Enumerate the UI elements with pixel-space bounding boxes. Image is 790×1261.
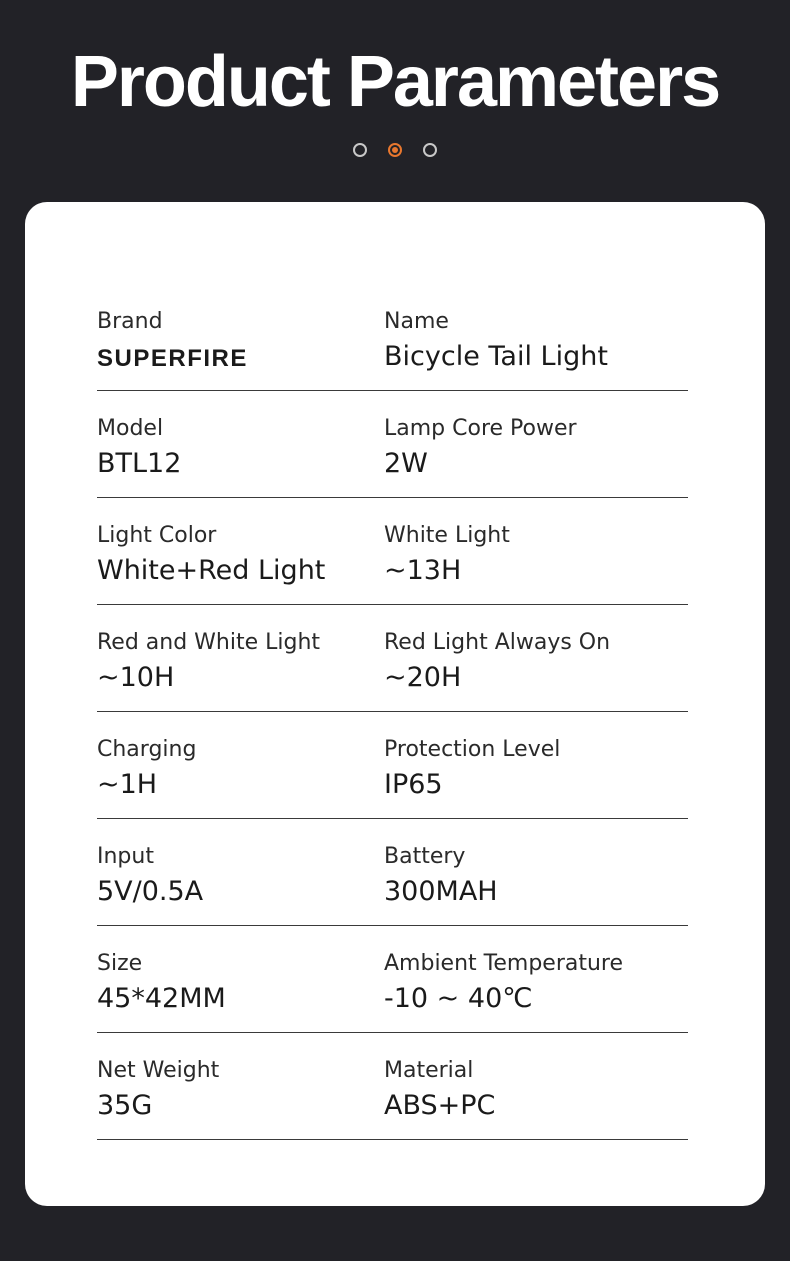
param-label: Charging: [97, 737, 197, 762]
parameters-table: [97, 284, 688, 1140]
param-cell: [97, 926, 226, 1016]
param-value: White+Red Light: [97, 555, 326, 586]
param-value: IP65: [384, 769, 443, 800]
param-row: [97, 926, 688, 1033]
page-title: Product Parameters: [70, 42, 720, 122]
param-label: Light Color: [97, 523, 217, 548]
param-row: [97, 284, 688, 391]
param-value: 45*42MM: [97, 983, 226, 1014]
param-label: Battery: [384, 844, 466, 869]
param-row: [97, 605, 688, 712]
param-cell: [384, 819, 498, 909]
param-value: 2W: [384, 448, 428, 479]
pager-dots: [0, 143, 790, 159]
param-label: Protection Level: [384, 737, 561, 762]
param-row: [97, 712, 688, 819]
param-label: Net Weight: [97, 1058, 220, 1083]
param-value: -10 ~ 40℃: [384, 983, 533, 1014]
param-value: 35G: [97, 1090, 153, 1121]
param-cell: [97, 284, 248, 376]
param-row: [97, 1033, 688, 1140]
param-cell: [384, 1033, 495, 1123]
param-cell: [97, 1033, 219, 1123]
parameters-card: [25, 202, 765, 1206]
param-label: Red and White Light: [97, 630, 321, 655]
param-cell: [97, 605, 320, 695]
pager-dot-3[interactable]: [423, 143, 437, 157]
param-cell: [384, 498, 510, 588]
param-cell: [384, 605, 610, 695]
param-label: Material: [384, 1058, 474, 1083]
pager-dot-1[interactable]: [353, 143, 367, 157]
param-cell: [97, 712, 196, 802]
param-value: Bicycle Tail Light: [384, 341, 608, 372]
param-cell: [384, 391, 577, 481]
param-label: Ambient Temperature: [384, 951, 624, 976]
param-label: Model: [97, 416, 164, 441]
param-value: ~13H: [384, 555, 462, 586]
param-value: ABS+PC: [384, 1090, 496, 1121]
param-value: ~1H: [97, 769, 158, 800]
param-value: 300MAH: [384, 876, 498, 907]
param-cell: [384, 284, 608, 374]
pager-dot-2-active[interactable]: [388, 143, 402, 157]
param-label: Name: [384, 309, 449, 334]
param-cell: [97, 498, 325, 588]
param-value: SUPERFIRE: [97, 345, 248, 372]
param-value: 5V/0.5A: [97, 876, 204, 907]
param-label: Size: [97, 951, 143, 976]
param-row: [97, 391, 688, 498]
param-row: [97, 498, 688, 605]
param-label: Red Light Always On: [384, 630, 611, 655]
param-label: Input: [97, 844, 154, 869]
param-cell: [97, 819, 203, 909]
param-cell: [97, 391, 181, 481]
param-label: Lamp Core Power: [384, 416, 577, 441]
param-value: ~20H: [384, 662, 462, 693]
param-label: White Light: [384, 523, 510, 548]
param-label: Brand: [97, 309, 163, 334]
param-value: ~10H: [97, 662, 175, 693]
param-cell: [384, 926, 623, 1016]
param-value: BTL12: [97, 448, 182, 479]
param-cell: [384, 712, 560, 802]
param-row: [97, 819, 688, 926]
